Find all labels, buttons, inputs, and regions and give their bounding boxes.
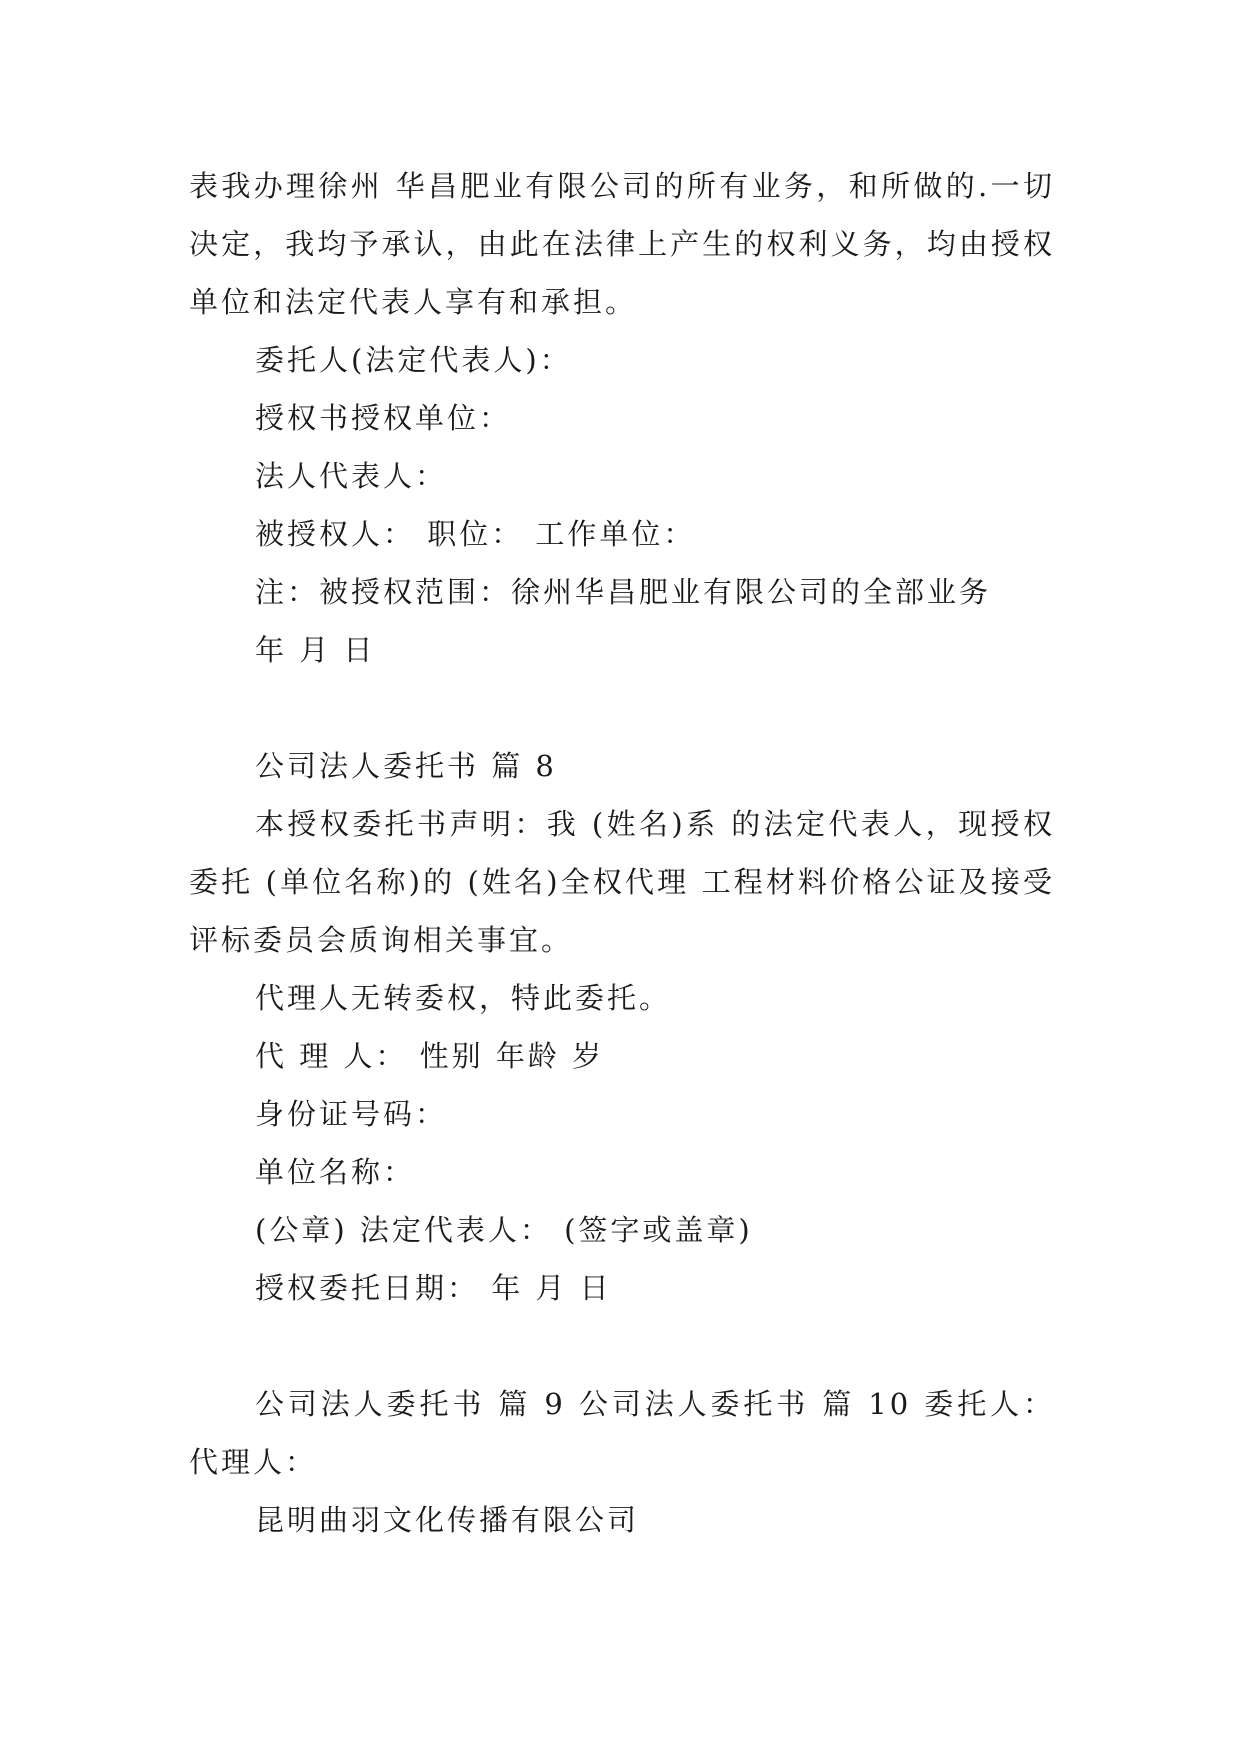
seal-signature-line: (公章) 法定代表人： (签字或盖章) (255, 1213, 753, 1247)
legal-rep-line: 法人代表人： (255, 459, 448, 493)
section-spacer (189, 1317, 1055, 1375)
section-heading-8: 公司法人委托书 篇 8 (255, 749, 557, 783)
scope-note-line: 注：被授权范围：徐州华昌肥业有限公司的全部业务 (255, 575, 992, 609)
unit-name-line: 单位名称： (255, 1155, 416, 1189)
company-name-line: 昆明曲羽文化传播有限公司 (255, 1503, 640, 1537)
authorized-person-line: 被授权人： 职位： 工作单位： (255, 517, 696, 551)
section-spacer (189, 679, 1055, 737)
principal-line: 委托人(法定代表人)： (255, 343, 572, 377)
agent-info-line: 代 理 人： 性别 年龄 岁 (255, 1039, 605, 1073)
document-body (189, 157, 1055, 1549)
auth-date-line: 授权委托日期： 年 月 日 (255, 1271, 612, 1305)
section-headings-9-10: 公司法人委托书 篇 9 公司法人委托书 篇 10 委托人： 代理人： (189, 1387, 1055, 1479)
statement-paragraph: 本授权委托书声明：我 (姓名)系 的法定代表人，现授权委托 (单位名称)的 (姓名)全权代理 工程材料价格公证及接受评标委员会质询相关事宜。 (189, 807, 1055, 957)
paragraph-continuation: 表我办理徐州 华昌肥业有限公司的所有业务，和所做的.一切决定，我均予承认，由此在法律上产生的权利义务，均由授权单位和法定代表人享有和承担。 (189, 169, 1055, 319)
no-transfer-line: 代理人无转委权，特此委托。 (255, 981, 672, 1015)
id-number-line: 身份证号码： (255, 1097, 448, 1131)
authorizing-unit-line: 授权书授权单位： (255, 401, 512, 435)
date-line: 年 月 日 (255, 633, 376, 667)
